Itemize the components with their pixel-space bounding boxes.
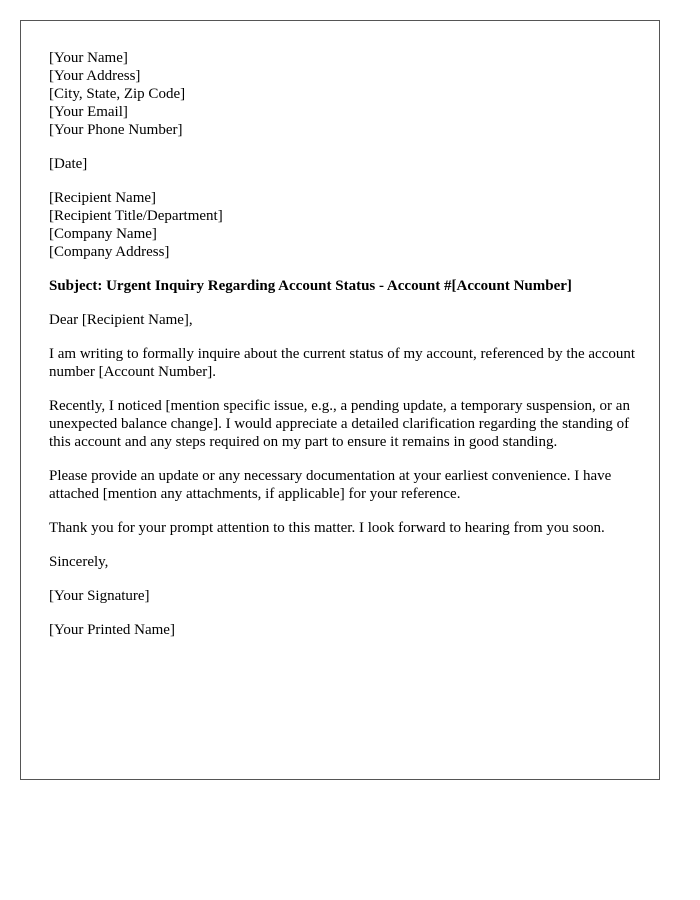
date-line (49, 155, 639, 173)
subject-line: Subject: Urgent Inquiry Regarding Account Status - Account #[Account Number] (49, 278, 572, 294)
sender-name: [Your Name] (49, 50, 128, 66)
sender-phone: [Your Phone Number] (49, 122, 183, 138)
salutation: Dear [Recipient Name], (49, 312, 193, 328)
body-paragraph-4: Thank you for your prompt attention to this matter. I look forward to hearing from you soon. (49, 520, 605, 536)
letter-date: [Date] (49, 156, 88, 172)
printed-name: [Your Printed Name] (49, 622, 175, 638)
body-paragraph-1: I am writing to formally inquire about the current status of my account, referenced by the account number [Account Number]. (49, 346, 636, 380)
recipient-company-name: [Company Name] (49, 226, 157, 242)
sender-email: [Your Email] (49, 104, 128, 120)
recipient-name: [Recipient Name] (49, 190, 157, 206)
recipient-title-department: [Recipient Title/Department] (49, 208, 223, 224)
sender-city-state-zip: [City, State, Zip Code] (49, 86, 186, 102)
letter-page (20, 20, 660, 780)
body-paragraph-2: Recently, I noticed [mention specific issue, e.g., a pending update, a temporary suspension, or an unexpected balance change]. I would appreciate a detailed clarification regarding the standing of this account and any steps required on my part to ensure it remains in good standing. (49, 398, 630, 450)
recipient-block (49, 189, 639, 261)
sender-block (49, 49, 639, 139)
letter-body (49, 49, 639, 655)
signature: [Your Signature] (49, 588, 150, 604)
recipient-company-address: [Company Address] (49, 244, 170, 260)
closing: Sincerely, (49, 554, 109, 570)
sender-address: [Your Address] (49, 68, 141, 84)
body-paragraph-3: Please provide an update or any necessary documentation at your earliest convenience. I have attached [mention any attachments, if applicable] for your reference. (49, 468, 612, 502)
